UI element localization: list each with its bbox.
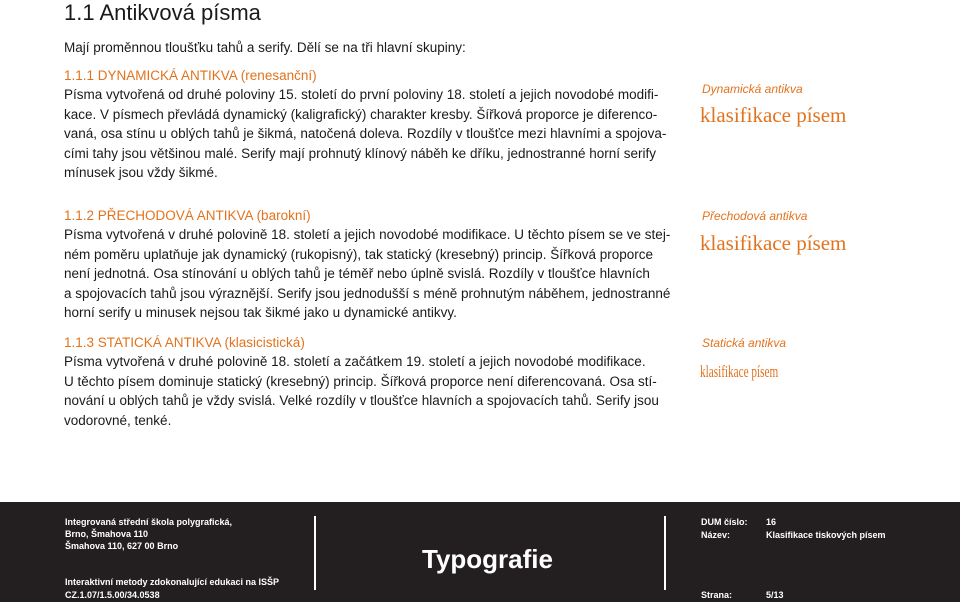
body-line: U těchto písem dominuje statický (kresebný) princip. Šířková proporce není diferencovaná. Osa stí- (64, 373, 657, 389)
type-sample-transitional: klasifikace písem (700, 231, 847, 255)
footer-title: Typografie (422, 544, 553, 574)
section-transitional (64, 206, 676, 322)
footer-project-code: CZ.1.07/1.5.00/34.0538 (65, 590, 160, 600)
type-sample-dynamic: klasifikace písem (700, 103, 847, 127)
body-line: cími tahy jsou většinou malé. Serify mají prohnutý klínový náběh ke dříku, jednostranné horní serify (64, 145, 657, 161)
body-line: ném poměru uplatňuje jak dynamický (rukopisný), tak statický (kresebný) princip. Šířková proporce (64, 246, 653, 262)
page-title: 1.1 Antikvová písma (64, 0, 261, 25)
section-dynamic (64, 66, 676, 182)
side-label-static: Statická antikva (702, 336, 787, 350)
page-number: 5/13 (766, 590, 784, 600)
section-heading: 1.1.2 PŘECHODOVÁ ANTIKVA (barokní) (64, 208, 311, 223)
footer-school-line: Šmahova 110, 627 00 Brno (65, 541, 179, 551)
name-label: Název: (701, 530, 731, 540)
section-heading: 1.1.3 STATICKÁ ANTIKVA (klasicistická) (64, 335, 305, 350)
body-line: kace. V písmech převládá dynamický (kaligrafický) charakter kresby. Šířková proporce je diferenco- (64, 106, 658, 122)
body-line: nování u oblých tahů je vždy svislá. Velké rozdíly v tloušťce hlavních a spojovacích tahů. Serify jsou (64, 393, 659, 409)
name-value: Klasifikace tiskových písem (766, 530, 886, 540)
footer-project-line: Interaktivní metody zdokonalující edukaci na ISŠP (65, 577, 280, 587)
page-label: Strana: (701, 590, 733, 600)
footer-divider (664, 516, 666, 590)
body-line: a spojovacích tahů jsou výraznější. Serify jsou jednodušší s méně prohnutým náběhem, jednostranné (64, 285, 671, 301)
section-static (64, 333, 676, 430)
footer-divider (314, 516, 316, 590)
body-line: Písma vytvořená v druhé polovině 18. století a jejich novodobé modifikace. U těchto písem se ve stej- (64, 227, 671, 243)
footer-school-line: Integrovaná střední škola polygrafická, (65, 517, 233, 527)
body-line: není jednotná. Osa stínování u oblých tahů je téměř nebo úplně svislá. Rozdíly v tloušťce hlavních (64, 266, 650, 282)
footer-school-line: Brno, Šmahova 110 (65, 529, 149, 539)
intro-text: Mají proměnnou tloušťku tahů a serify. Dělí se na tři hlavní skupiny: (64, 40, 466, 55)
side-label-dynamic: Dynamická antikva (702, 82, 803, 96)
body-line: vaná, osa stínu u oblých tahů je šikmá, natočená doleva. Rozdíly v tloušťce mezi hlavními a spojova- (64, 126, 667, 142)
body-line: Písma vytvořená od druhé poloviny 15. století do první poloviny 18. století a jejich novodobé modifi- (64, 87, 659, 103)
section-heading: 1.1.1 DYNAMICKÁ ANTIKVA (renesanční) (64, 68, 317, 83)
body-line: horní serify u minusek nejsou tak šikmé jako u dynamické antikvy. (64, 305, 457, 321)
footer-bar (0, 502, 960, 602)
side-label-transitional: Přechodová antikva (702, 209, 808, 223)
body-line: vodorovné, tenké. (64, 412, 172, 428)
dum-number-value: 16 (766, 517, 777, 527)
type-sample-static: klasifikace písem (700, 362, 779, 381)
body-line: Písma vytvořená v druhé polovině 18. století a začátkem 19. století a jejich novodobé modifikace. (64, 354, 646, 370)
body-line: mínusek jsou vždy šikmé. (64, 165, 218, 181)
dum-number-label: DUM číslo: (701, 517, 748, 527)
